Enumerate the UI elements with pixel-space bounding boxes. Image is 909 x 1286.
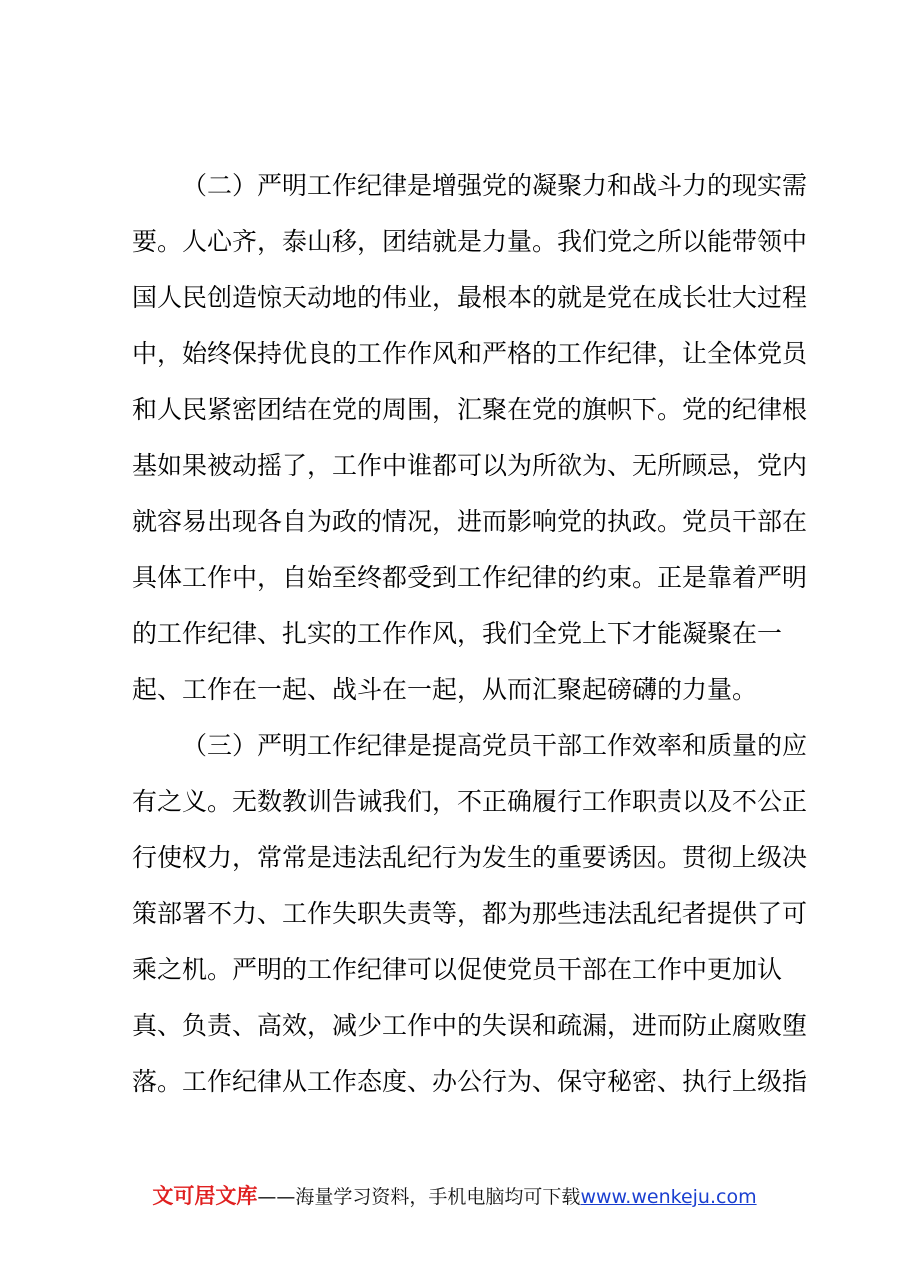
paragraph-line: 真、负责、高效，减少工作中的失误和疏漏，进而防止腐败堕 bbox=[132, 1011, 808, 1040]
paragraph-line: （三）严明工作纪律是提高党员干部工作效率和质量的应 bbox=[182, 731, 808, 760]
paragraph-line: 国人民创造惊天动地的伟业，最根本的就是党在成长壮大过程 bbox=[132, 283, 808, 312]
paragraph-line: 具体工作中，自始至终都受到工作纪律的约束。正是靠着严明 bbox=[132, 563, 808, 592]
footer bbox=[0, 1180, 909, 1212]
footer-tagline: ——海量学习资料，手机电脑均可下载 bbox=[257, 1186, 581, 1208]
paragraph-line: 基如果被动摇了，工作中谁都可以为所欲为、无所顾忌，党内 bbox=[132, 451, 808, 480]
paragraph-line: （二）严明工作纪律是增强党的凝聚力和战斗力的现实需 bbox=[182, 171, 808, 200]
footer-brand: 文可居文库 bbox=[152, 1184, 258, 1208]
paragraph-line: 中，始终保持优良的工作作风和严格的工作纪律，让全体党员 bbox=[132, 339, 808, 368]
paragraph-line: 行使权力，常常是违法乱纪行为发生的重要诱因。贯彻上级决 bbox=[132, 843, 808, 872]
paragraph-line: 乘之机。严明的工作纪律可以促使党员干部在工作中更加认 bbox=[132, 955, 783, 984]
paragraph-line: 和人民紧密团结在党的周围，汇聚在党的旗帜下。党的纪律根 bbox=[132, 395, 808, 424]
paragraph-line: 起、工作在一起、战斗在一起，从而汇聚起磅礴的力量。 bbox=[132, 675, 758, 704]
paragraph-line: 的工作纪律、扎实的工作作风，我们全党上下才能凝聚在一 bbox=[132, 619, 783, 648]
paragraph-line: 落。工作纪律从工作态度、办公行为、保守秘密、执行上级指 bbox=[132, 1067, 808, 1096]
paragraph-line: 要。人心齐，泰山移，团结就是力量。我们党之所以能带领中 bbox=[132, 227, 808, 256]
footer-link[interactable]: www.wenkeju.com bbox=[580, 1186, 757, 1208]
paragraph-line: 策部署不力、工作失职失责等，都为那些违法乱纪者提供了可 bbox=[132, 899, 808, 928]
paragraph-line: 就容易出现各自为政的情况，进而影响党的执政。党员干部在 bbox=[132, 507, 808, 536]
paragraph-line: 有之义。无数教训告诫我们，不正确履行工作职责以及不公正 bbox=[132, 787, 808, 816]
